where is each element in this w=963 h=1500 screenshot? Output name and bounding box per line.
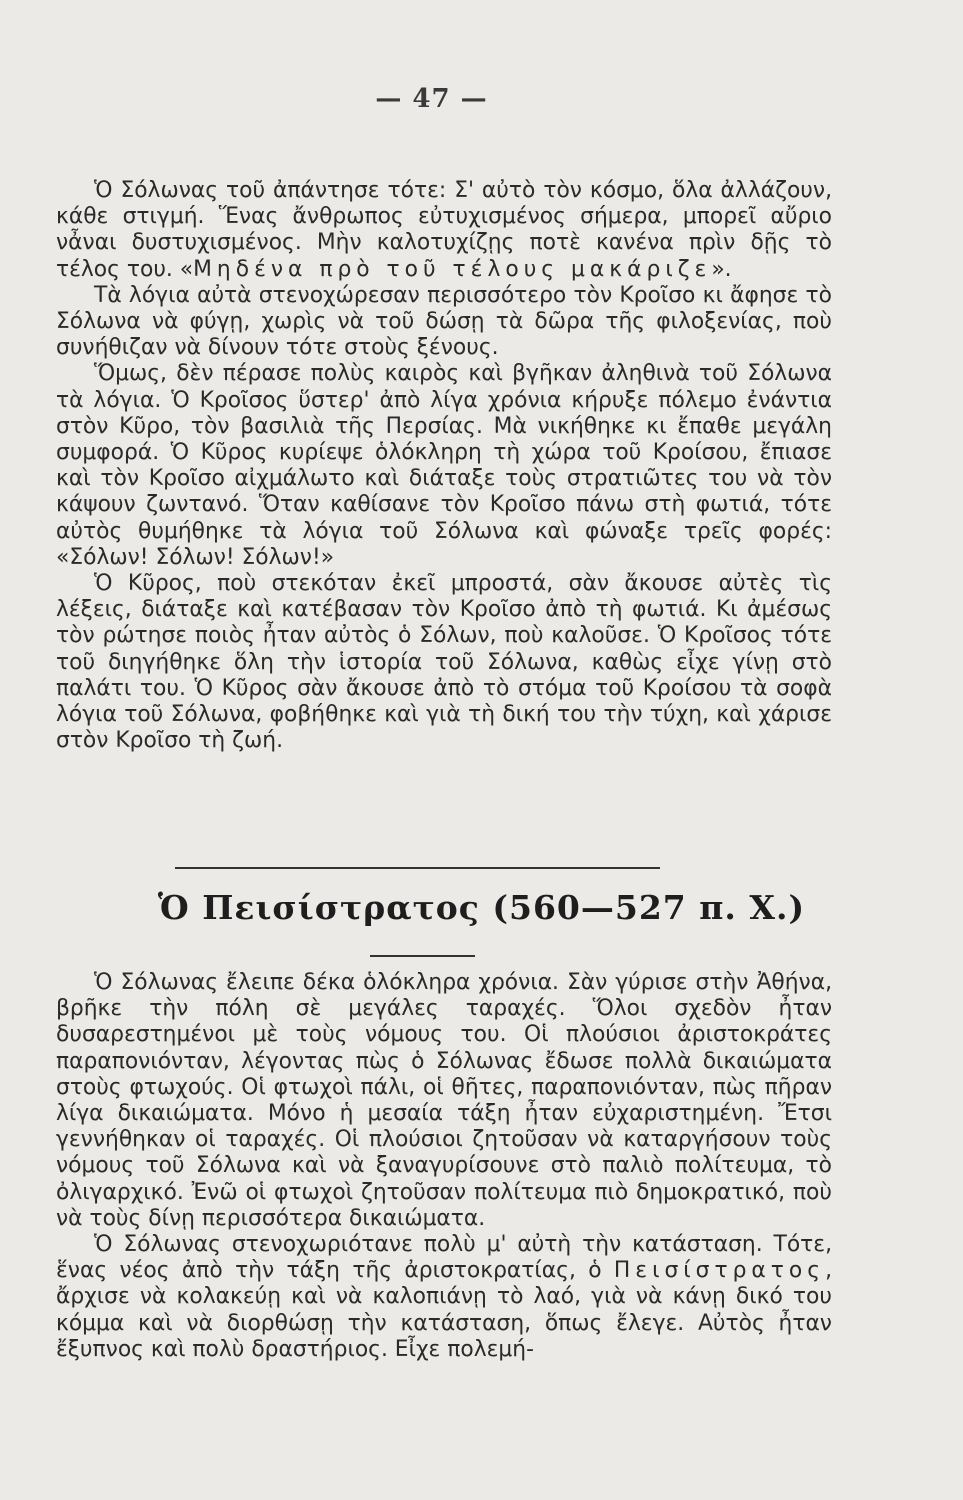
divider-rule-top [175,867,660,869]
spaced-quote: Μηδένα πρὸ τοῦ τέλους μακάριζε [193,256,712,282]
paragraph-text: ». [711,256,732,282]
paragraph-text: , ἄρχισε νὰ κολακεύῃ καὶ νὰ καλοπιάνῃ τὸ λαό, γιὰ νὰ κάνῃ δικό του κόμμα καὶ νὰ διορθώσῃ τὴν κατάσταση, ὅπως ἔλεγε. Αὐτὸς ἦταν ἔξυπνος καὶ πολὺ δραστήριος. Εἶχε πολεμή- [56,1258,832,1362]
paragraph-text: Ὁ Σόλωνας στενοχωριότανε πολὺ μ' αὐτὴ τὴν κατάσταση. Τότε, ἕνας νέος ἀπὸ τὴν τάξη τῆς ἀριστοκρατίας, ὁ [56,1232,832,1284]
paragraph [56,1232,832,1363]
section-text-peisistratos [56,970,832,1363]
page-number: — 47 — [375,84,488,114]
paragraph: Ὁ Σόλωνας ἔλειπε δέκα ὁλόκληρα χρόνια. Σὰν γύρισε στὴν Ἀθήνα, βρῆκε τὴν πόλη σὲ μεγάλες ταραχές. Ὅλοι σχεδὸν ἦταν δυσαρεστημένοι μὲ τοὺς νόμους του. Οἱ πλούσιοι ἀριστοκράτες παραπονιόνταν, λέγοντας πὼς ὁ Σόλωνας ἔδωσε πολλὰ δικαιώματα στοὺς φτωχούς. Οἱ φτωχοὶ πάλι, οἱ θῆτες, παραπονιόνταν, πὼς πῆραν λίγα δικαιώματα. Μόνο ἡ μεσαία τάξη ἦταν εὐχαριστημένη. Ἔτσι γεννήθηκαν οἱ ταραχές. Οἱ πλούσιοι ζητοῦσαν νὰ καταργήσουν τοὺς νόμους τοῦ Σόλωνα καὶ νὰ ξαναγυρίσουνε στὸ παλιὸ πολίτευμα, τὸ ὀλιγαρχικό. Ἐνῶ οἱ φτωχοὶ ζητοῦσαν πολίτευμα πιὸ δημοκρατικό, ποὺ νὰ τοὺς δίνῃ περισσότερα δικαιώματα. [56,970,832,1231]
divider-rule-bottom [370,955,475,957]
paragraph: Τὰ λόγια αὐτὰ στενοχώρεσαν περισσότερο τὸν Κροῖσο κι ἄφησε τὸ Σόλωνα νὰ φύγῃ, χωρὶς νὰ τοῦ δώσῃ τὰ δῶρα τῆς φιλοξενίας, ποὺ συνήθιζαν νὰ δίνουν τότε στοὺς ξένους. [56,282,832,361]
spaced-name: Πεισίστρατος [613,1258,826,1284]
paragraph [56,178,832,283]
paragraph: Ὅμως, δὲν πέρασε πολὺς καιρὸς καὶ βγῆκαν ἀληθινὰ τοῦ Σόλωνα τὰ λόγια. Ὁ Κροῖσος ὕστερ' ἀπὸ λίγα χρόνια κήρυξε πόλεμο ἐνάντια στὸν Κῦρο, τὸν βασιλιὰ τῆς Περσίας. Μὰ νικήθηκε κι ἔπαθε μεγάλη συμφορά. Ὁ Κῦρος κυρίεψε ὁλόκληρη τὴ χώρα τοῦ Κροίσου, ἔπιασε καὶ τὸν Κροῖσο αἰχμάλωτο καὶ διάταξε τοὺς στρατιῶτες του νὰ τὸν κάψουν ζωντανό. Ὅταν καθίσανε τὸν Κροῖσο πάνω στὴ φωτιά, τότε αὐτὸς θυμήθηκε τὰ λόγια τοῦ Σόλωνα καὶ φώναξε τρεῖς φορές: «Σόλων! Σόλων! Σόλων!» [56,361,832,570]
section-text-solon-croesus [56,178,832,754]
paragraph: Ὁ Κῦρος, ποὺ στεκόταν ἐκεῖ μπροστά, σὰν ἄκουσε αὐτὲς τὶς λέξεις, διάταξε καὶ κατέβασαν τὸν Κροῖσο ἀπὸ τὴ φωτιά. Κι ἀμέσως τὸν ρώτησε ποιὸς ἦταν αὐτὸς ὁ Σόλων, ποὺ καλοῦσε. Ὁ Κροῖσος τότε τοῦ διηγήθηκε ὅλη τὴν ἱστορία τοῦ Σόλωνα, καθὼς εἶχε γίνῃ στὸ παλάτι του. Ὁ Κῦρος σὰν ἄκουσε ἀπὸ τὸ στόμα τοῦ Κροίσου τὰ σοφὰ λόγια τοῦ Σόλωνα, φοβήθηκε καὶ γιὰ τὴ δική του τὴν τύχη, καὶ χάρισε στὸν Κροῖσο τὴ ζωή. [56,571,832,754]
section-heading: Ὁ Πεισίστρατος (560—527 π. Χ.) [157,888,806,927]
paragraph-text: Ὁ Σόλωνας τοῦ ἀπάντησε τότε: Σ' αὐτὸ τὸν κόσμο, ὅλα ἀλλάζουν, κάθε στιγμή. Ἕνας ἄνθρωπος εὐτυχισμένος σήμερα, μπορεῖ αὔριο νἆναι δυστυχισμένος. Μὴν καλοτυχίζῃς ποτὲ κανένα πρὶν δῇς τὸ τέλος του. « [56,178,832,282]
